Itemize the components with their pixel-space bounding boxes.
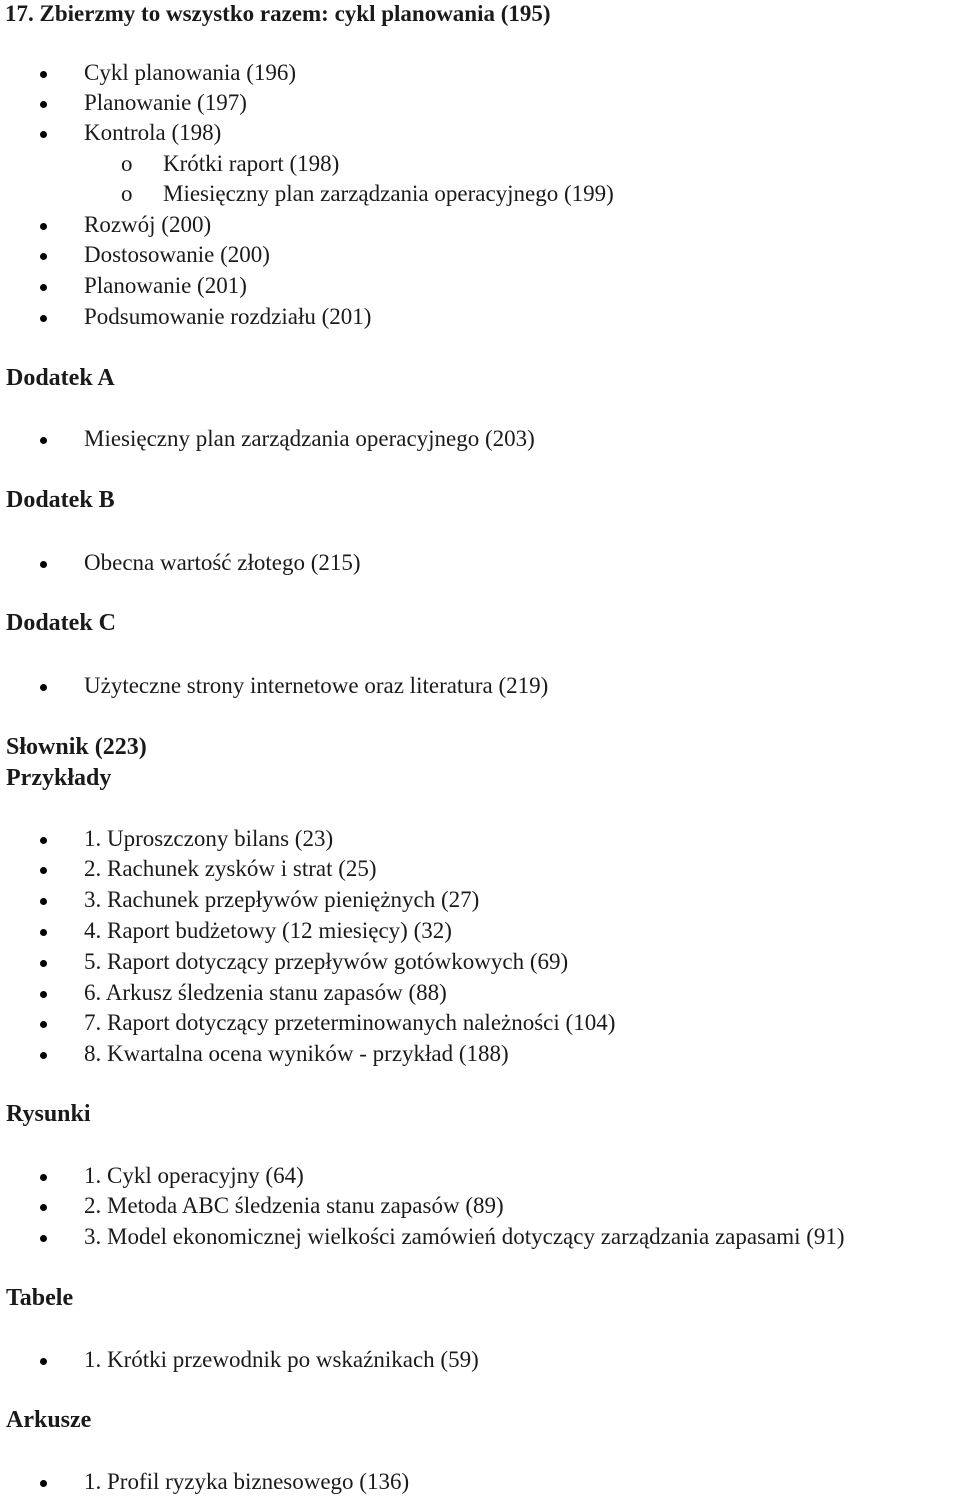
list-item [0, 240, 960, 270]
list-item [0, 854, 960, 884]
list-item-text: Planowanie (201) [84, 273, 247, 298]
list-item [0, 424, 960, 454]
list-item-text: Planowanie (197) [84, 90, 247, 115]
section-heading-tabele: Tabele [6, 1285, 74, 1311]
list-item [0, 1191, 960, 1221]
bullet-icon [40, 1204, 47, 1211]
list-item-text: 1. Uproszczony bilans (23) [84, 826, 334, 851]
list-item-text: 3. Rachunek przepływów pieniężnych (27) [84, 887, 480, 912]
list-item-text: 1. Cykl operacyjny (64) [84, 1163, 304, 1188]
list-item [0, 1222, 960, 1252]
list-item-text: 6. Arkusz śledzenia stanu zapasów (88) [84, 980, 447, 1005]
list-item-text: 2. Rachunek zysków i strat (25) [84, 856, 377, 881]
list-item-text: Podsumowanie rozdziału (201) [84, 304, 372, 329]
chapter-heading: 17. Zbierzmy to wszystko razem: cykl planowania (195) [5, 1, 551, 26]
list-item-text: 8. Kwartalna ocena wyników - przykład (188) [84, 1041, 509, 1066]
bullet-icon [40, 253, 47, 260]
list-item-text: Obecna wartość złotego (215) [84, 550, 361, 575]
list-item [0, 1008, 960, 1038]
list-item [0, 88, 960, 118]
list-item-text: 1. Profil ryzyka biznesowego (136) [84, 1469, 410, 1494]
section-heading-slownik: Słownik (223) [6, 734, 147, 760]
list-item-text: 7. Raport dotyczący przeterminowanych należności (104) [84, 1010, 616, 1035]
list-item-text: Miesięczny plan zarządzania operacyjnego (203) [84, 426, 535, 451]
bullet-icon [40, 867, 47, 874]
list-item [0, 302, 960, 332]
section-heading-rysunki: Rysunki [6, 1101, 91, 1127]
list-item [0, 1467, 960, 1497]
bullet-icon [40, 1174, 47, 1181]
list-item [0, 58, 960, 88]
list-item [0, 1039, 960, 1069]
list-item-text: 3. Model ekonomicznej wielkości zamówień dotyczący zarządzania zapasami (91) [84, 1224, 845, 1249]
list-item [0, 947, 960, 977]
list-item [0, 824, 960, 854]
circle-marker-icon: o [121, 151, 133, 176]
list-item-text: 5. Raport dotyczący przepływów gotówkowych (69) [84, 949, 569, 974]
list-item-text: 2. Metoda ABC śledzenia stanu zapasów (89) [84, 1193, 504, 1218]
list-item-text: Krótki raport (198) [163, 151, 340, 176]
list-item [0, 1345, 960, 1375]
bullet-icon [40, 101, 47, 108]
list-item [0, 1161, 960, 1191]
bullet-icon [40, 991, 47, 998]
bullet-icon [40, 1235, 47, 1242]
bullet-icon [40, 898, 47, 905]
list-item [0, 885, 960, 915]
section-heading-dodatek-c: Dodatek C [6, 610, 117, 636]
bullet-icon [40, 315, 47, 322]
sub-list-item [0, 149, 960, 179]
list-item-text: Dostosowanie (200) [84, 242, 270, 267]
bullet-icon [40, 71, 47, 78]
bullet-icon [40, 960, 47, 967]
list-item-text: Rozwój (200) [84, 212, 212, 237]
bullet-icon [40, 684, 47, 691]
section-heading-dodatek-a: Dodatek A [6, 365, 115, 391]
bullet-icon [40, 1052, 47, 1059]
list-item-text: 1. Krótki przewodnik po wskaźnikach (59) [84, 1347, 479, 1372]
bullet-icon [40, 223, 47, 230]
bullet-icon [40, 561, 47, 568]
list-item-text: Cykl planowania (196) [84, 60, 297, 85]
list-item [0, 978, 960, 1008]
bullet-icon [40, 837, 47, 844]
sub-list-item [0, 179, 960, 209]
list-item [0, 271, 960, 301]
list-item-text: 4. Raport budżetowy (12 miesięcy) (32) [84, 918, 452, 943]
list-item [0, 118, 960, 148]
bullet-icon [40, 929, 47, 936]
section-heading-dodatek-b: Dodatek B [6, 487, 115, 513]
list-item-text: Użyteczne strony internetowe oraz literatura (219) [84, 673, 549, 698]
list-item [0, 916, 960, 946]
bullet-icon [40, 1480, 47, 1487]
bullet-icon [40, 284, 47, 291]
bullet-icon [40, 131, 47, 138]
section-heading-przyklady: Przykłady [6, 765, 112, 791]
list-item [0, 671, 960, 701]
list-item-text: Miesięczny plan zarządzania operacyjnego (199) [163, 181, 614, 206]
bullet-icon [40, 1358, 47, 1365]
bullet-icon [40, 437, 47, 444]
bullet-icon [40, 1021, 47, 1028]
list-item [0, 210, 960, 240]
list-item-text: Kontrola (198) [84, 120, 222, 145]
section-heading-arkusze: Arkusze [6, 1407, 92, 1433]
list-item [0, 548, 960, 578]
circle-marker-icon: o [121, 181, 133, 206]
